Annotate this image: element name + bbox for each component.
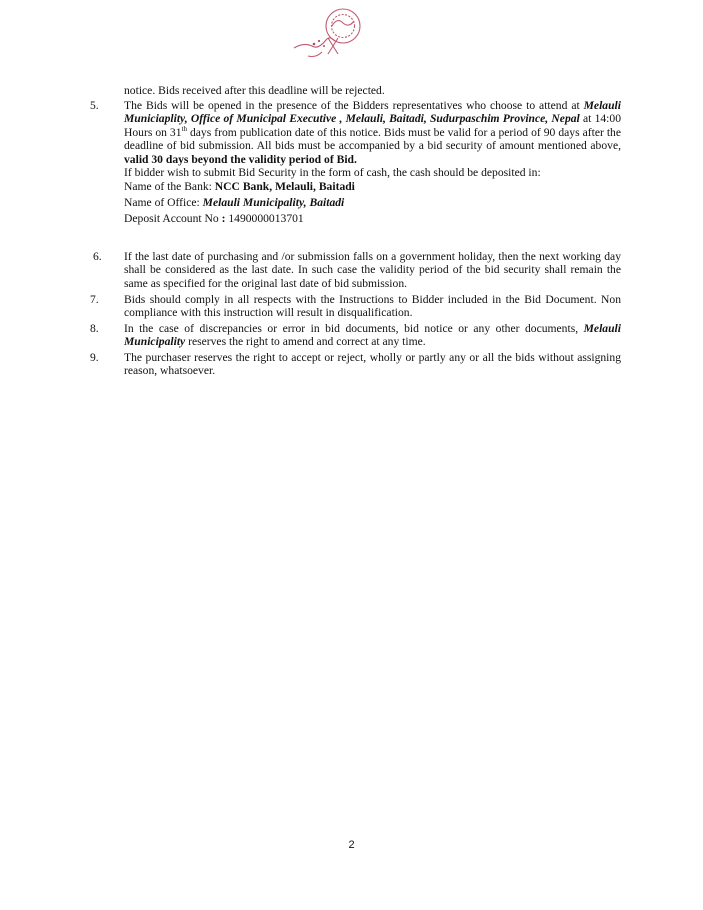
continuation-text: notice. Bids received after this deadline will be rejected.: [124, 84, 385, 97]
page-number: 2: [348, 839, 355, 851]
item-number: 8.: [90, 322, 99, 335]
validity-note: valid 30 days beyond the validity period of Bid.: [124, 152, 357, 166]
item-number: 6.: [93, 250, 102, 263]
item-9-body: The purchaser reserves the right to accept or reject, wholly or partly any or all the bids without assigning reason, whatsoever.: [124, 351, 621, 378]
municipality-name: Melauli Municipality: [124, 322, 621, 349]
official-stamp-icon: [288, 4, 370, 62]
office-name: Melauli Municipality, Baitadi: [202, 196, 345, 210]
item-6-body: If the last date of purchasing and /or submission falls on a government holiday, then the next working day shall be considered as the last date. In such case the validity period of the bid security shall remain the same as specified for the original last date of bid submission.: [124, 250, 621, 290]
office-name-line: Name of Office: Melauli Municipality, Baitadi: [124, 196, 345, 210]
bank-name-line: Name of the Bank: NCC Bank, Melauli, Baitadi: [124, 180, 355, 194]
account-number: 1490000013701: [225, 212, 304, 226]
cash-instruction: If bidder wish to submit Bid Security in the form of cash, the cash should be deposited in:: [124, 166, 541, 180]
item-number: 7.: [90, 293, 99, 306]
item-5-body: The Bids will be opened in the presence of the Bidders representatives who choose to attend at Melauli Municiaplity, Office of Municipal Executive , Melauli, Baitadi, Sudurpaschim Province, Nepal at 14:00 Hours on 31th days from publication date of this notice. Bids must be valid for a period of 90 days after the deadline of bid submission. All bids must be accompanied by a bid security of amount mentioned above, valid 30 days beyond the validity period of Bid. If bidder wish to submit Bid Security in the form of cash, the cash should be deposited in: Name of the Bank: NCC Bank, Melauli, Baitadi Name of Office: Melauli Municipality, Baitadi Deposit Account No : 1490000013701: [124, 99, 621, 226]
account-number-line: Deposit Account No : 1490000013701: [124, 212, 304, 226]
item-number: 9.: [90, 351, 99, 364]
bank-name: NCC Bank, Melauli, Baitadi: [214, 180, 355, 194]
item-7-body: Bids should comply in all respects with the Instructions to Bidder included in the Bid Document. Non compliance with this instruction will result in disqualification.: [124, 293, 621, 320]
office-address: Melauli Municiaplity, Office of Municipal Executive , Melauli, Baitadi, Sudurpaschim Province, Nepal: [124, 99, 621, 126]
item-number: 5.: [90, 99, 99, 112]
item-8-body: In the case of discrepancies or error in bid documents, bid notice or any other documents, Melauli Municipality reserves the right to amend and correct at any time.: [124, 322, 621, 349]
